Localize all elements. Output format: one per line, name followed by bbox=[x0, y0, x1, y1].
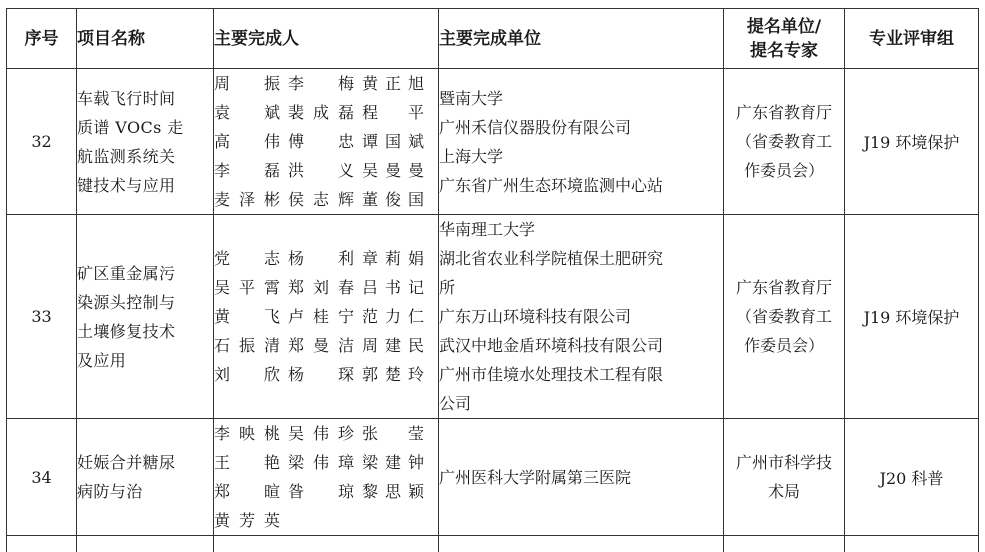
people-row bbox=[214, 448, 438, 477]
people-row bbox=[214, 477, 438, 506]
main-units bbox=[439, 419, 724, 536]
header-nominator-line1: 提名单位/ bbox=[724, 15, 844, 39]
project-name-line: 矿区重金属污 bbox=[77, 259, 213, 288]
unit-line: 武汉中地金盾环境科技有限公司 bbox=[439, 331, 723, 360]
person-name: 杨 琛 bbox=[288, 360, 362, 389]
people-row bbox=[214, 127, 438, 156]
person-name: 李映桃 bbox=[214, 419, 288, 448]
person-name: 党 志 bbox=[214, 244, 288, 273]
people-row bbox=[214, 185, 438, 214]
project-name-line: 病防与治 bbox=[77, 477, 213, 506]
header-nominator bbox=[724, 9, 845, 69]
row-number: 33 bbox=[7, 215, 77, 419]
person-name: 卢桂宁 bbox=[288, 302, 362, 331]
person-name: 周建民 bbox=[362, 331, 432, 360]
review-group: J20 科普 bbox=[845, 419, 979, 536]
person-name: 黄芳英 bbox=[214, 506, 288, 535]
project-name bbox=[77, 69, 214, 215]
people-row bbox=[214, 331, 438, 360]
table-row bbox=[7, 69, 979, 215]
person-name: 李 磊 bbox=[214, 156, 288, 185]
person-name: 黎思颖 bbox=[362, 477, 432, 506]
people-row bbox=[214, 419, 438, 448]
header-nominator-line2: 提名专家 bbox=[724, 39, 844, 63]
unit-line: 华南理工大学 bbox=[439, 215, 723, 244]
header-main-units: 主要完成单位 bbox=[439, 9, 724, 69]
person-name: 黄 飞 bbox=[214, 302, 288, 331]
header-main-people: 主要完成人 bbox=[214, 9, 439, 69]
table-row bbox=[7, 419, 979, 536]
project-name-line: 车载飞行时间 bbox=[77, 84, 213, 113]
nominator-line: 广东省教育厅 bbox=[724, 273, 844, 302]
nominator-line: （省委教育工 bbox=[724, 302, 844, 331]
person-name: 郑曼洁 bbox=[288, 331, 362, 360]
nominator bbox=[724, 419, 845, 536]
unit-line: 广州市佳境水处理技术工程有限 bbox=[439, 360, 723, 389]
header-project-name: 项目名称 bbox=[77, 9, 214, 69]
unit-line: 广州禾信仪器股份有限公司 bbox=[439, 113, 723, 142]
award-projects-table bbox=[6, 8, 979, 552]
main-people bbox=[214, 69, 439, 215]
person-name: 刘 欣 bbox=[214, 360, 288, 389]
person-name: 郑 暄 bbox=[214, 477, 288, 506]
person-name: 李 梅 bbox=[288, 69, 362, 98]
project-name-line: 染源头控制与 bbox=[77, 288, 213, 317]
project-name-line: 质谱 VOCs 走 bbox=[77, 113, 213, 142]
people-row bbox=[214, 244, 438, 273]
person-name: 吴平霄 bbox=[214, 273, 288, 302]
person-name: 傅 忠 bbox=[288, 127, 362, 156]
person-name: 洪 义 bbox=[288, 156, 362, 185]
project-name bbox=[77, 215, 214, 419]
person-name: 程 平 bbox=[362, 98, 432, 127]
nominator bbox=[724, 215, 845, 419]
project-name-line: 土壤修复技术 bbox=[77, 317, 213, 346]
person-name: 袁 斌 bbox=[214, 98, 288, 127]
nominator-line: 术局 bbox=[724, 477, 844, 506]
people-row bbox=[214, 273, 438, 302]
project-name-line: 航监测系统关 bbox=[77, 142, 213, 171]
person-name: 黄正旭 bbox=[362, 69, 432, 98]
people-row bbox=[214, 98, 438, 127]
person-name: 郭楚玲 bbox=[362, 360, 432, 389]
nominator bbox=[724, 69, 845, 215]
table-row bbox=[7, 215, 979, 419]
person-name: 董俊国 bbox=[362, 185, 432, 214]
nominator-line: 作委员会） bbox=[724, 156, 844, 185]
review-group: J19 环境保护 bbox=[845, 215, 979, 419]
project-name-line: 妊娠合并糖尿 bbox=[77, 448, 213, 477]
main-people bbox=[214, 419, 439, 536]
row-number: 32 bbox=[7, 69, 77, 215]
unit-line: 广东万山环境科技有限公司 bbox=[439, 302, 723, 331]
person-name: 范力仁 bbox=[362, 302, 432, 331]
unit-line: 公司 bbox=[439, 389, 723, 418]
person-name: 吴曼曼 bbox=[362, 156, 432, 185]
person-name: 周 振 bbox=[214, 69, 288, 98]
person-name: 吕书记 bbox=[362, 273, 432, 302]
unit-line: 广州医科大学附属第三医院 bbox=[439, 463, 723, 492]
people-row bbox=[214, 506, 438, 535]
header-no: 序号 bbox=[7, 9, 77, 69]
unit-line: 上海大学 bbox=[439, 142, 723, 171]
project-name-line: 键技术与应用 bbox=[77, 171, 213, 200]
person-name: 杨 利 bbox=[288, 244, 362, 273]
main-units bbox=[439, 69, 724, 215]
person-name: 谭国斌 bbox=[362, 127, 432, 156]
person-name: 昝 琼 bbox=[288, 477, 362, 506]
main-units bbox=[439, 215, 724, 419]
header-row bbox=[7, 9, 979, 69]
person-name: 石振清 bbox=[214, 331, 288, 360]
people-row bbox=[214, 156, 438, 185]
person-name: 高 伟 bbox=[214, 127, 288, 156]
unit-line: 湖北省农业科学院植保土肥研究 bbox=[439, 244, 723, 273]
header-review-group: 专业评审组 bbox=[845, 9, 979, 69]
row-number: 34 bbox=[7, 419, 77, 536]
person-name: 裴成磊 bbox=[288, 98, 362, 127]
nominator-line: （省委教育工 bbox=[724, 127, 844, 156]
person-name: 郑刘春 bbox=[288, 273, 362, 302]
person-name: 梁建钟 bbox=[362, 448, 432, 477]
person-name: 麦泽彬 bbox=[214, 185, 288, 214]
unit-line: 广东省广州生态环境监测中心站 bbox=[439, 171, 723, 200]
person-name: 侯志辉 bbox=[288, 185, 362, 214]
main-people bbox=[214, 215, 439, 419]
project-name-line: 及应用 bbox=[77, 346, 213, 375]
people-row bbox=[214, 302, 438, 331]
person-name: 章莉娟 bbox=[362, 244, 432, 273]
nominator-line: 广州市科学技 bbox=[724, 448, 844, 477]
unit-line: 所 bbox=[439, 273, 723, 302]
project-name bbox=[77, 419, 214, 536]
person-name: 王 艳 bbox=[214, 448, 288, 477]
person-name: 张 莹 bbox=[362, 419, 432, 448]
unit-line: 暨南大学 bbox=[439, 84, 723, 113]
review-group: J19 环境保护 bbox=[845, 69, 979, 215]
nominator-line: 作委员会） bbox=[724, 331, 844, 360]
person-name: 吴伟珍 bbox=[288, 419, 362, 448]
people-row bbox=[214, 69, 438, 98]
person-name: 梁伟璋 bbox=[288, 448, 362, 477]
people-row bbox=[214, 360, 438, 389]
nominator-line: 广东省教育厅 bbox=[724, 98, 844, 127]
